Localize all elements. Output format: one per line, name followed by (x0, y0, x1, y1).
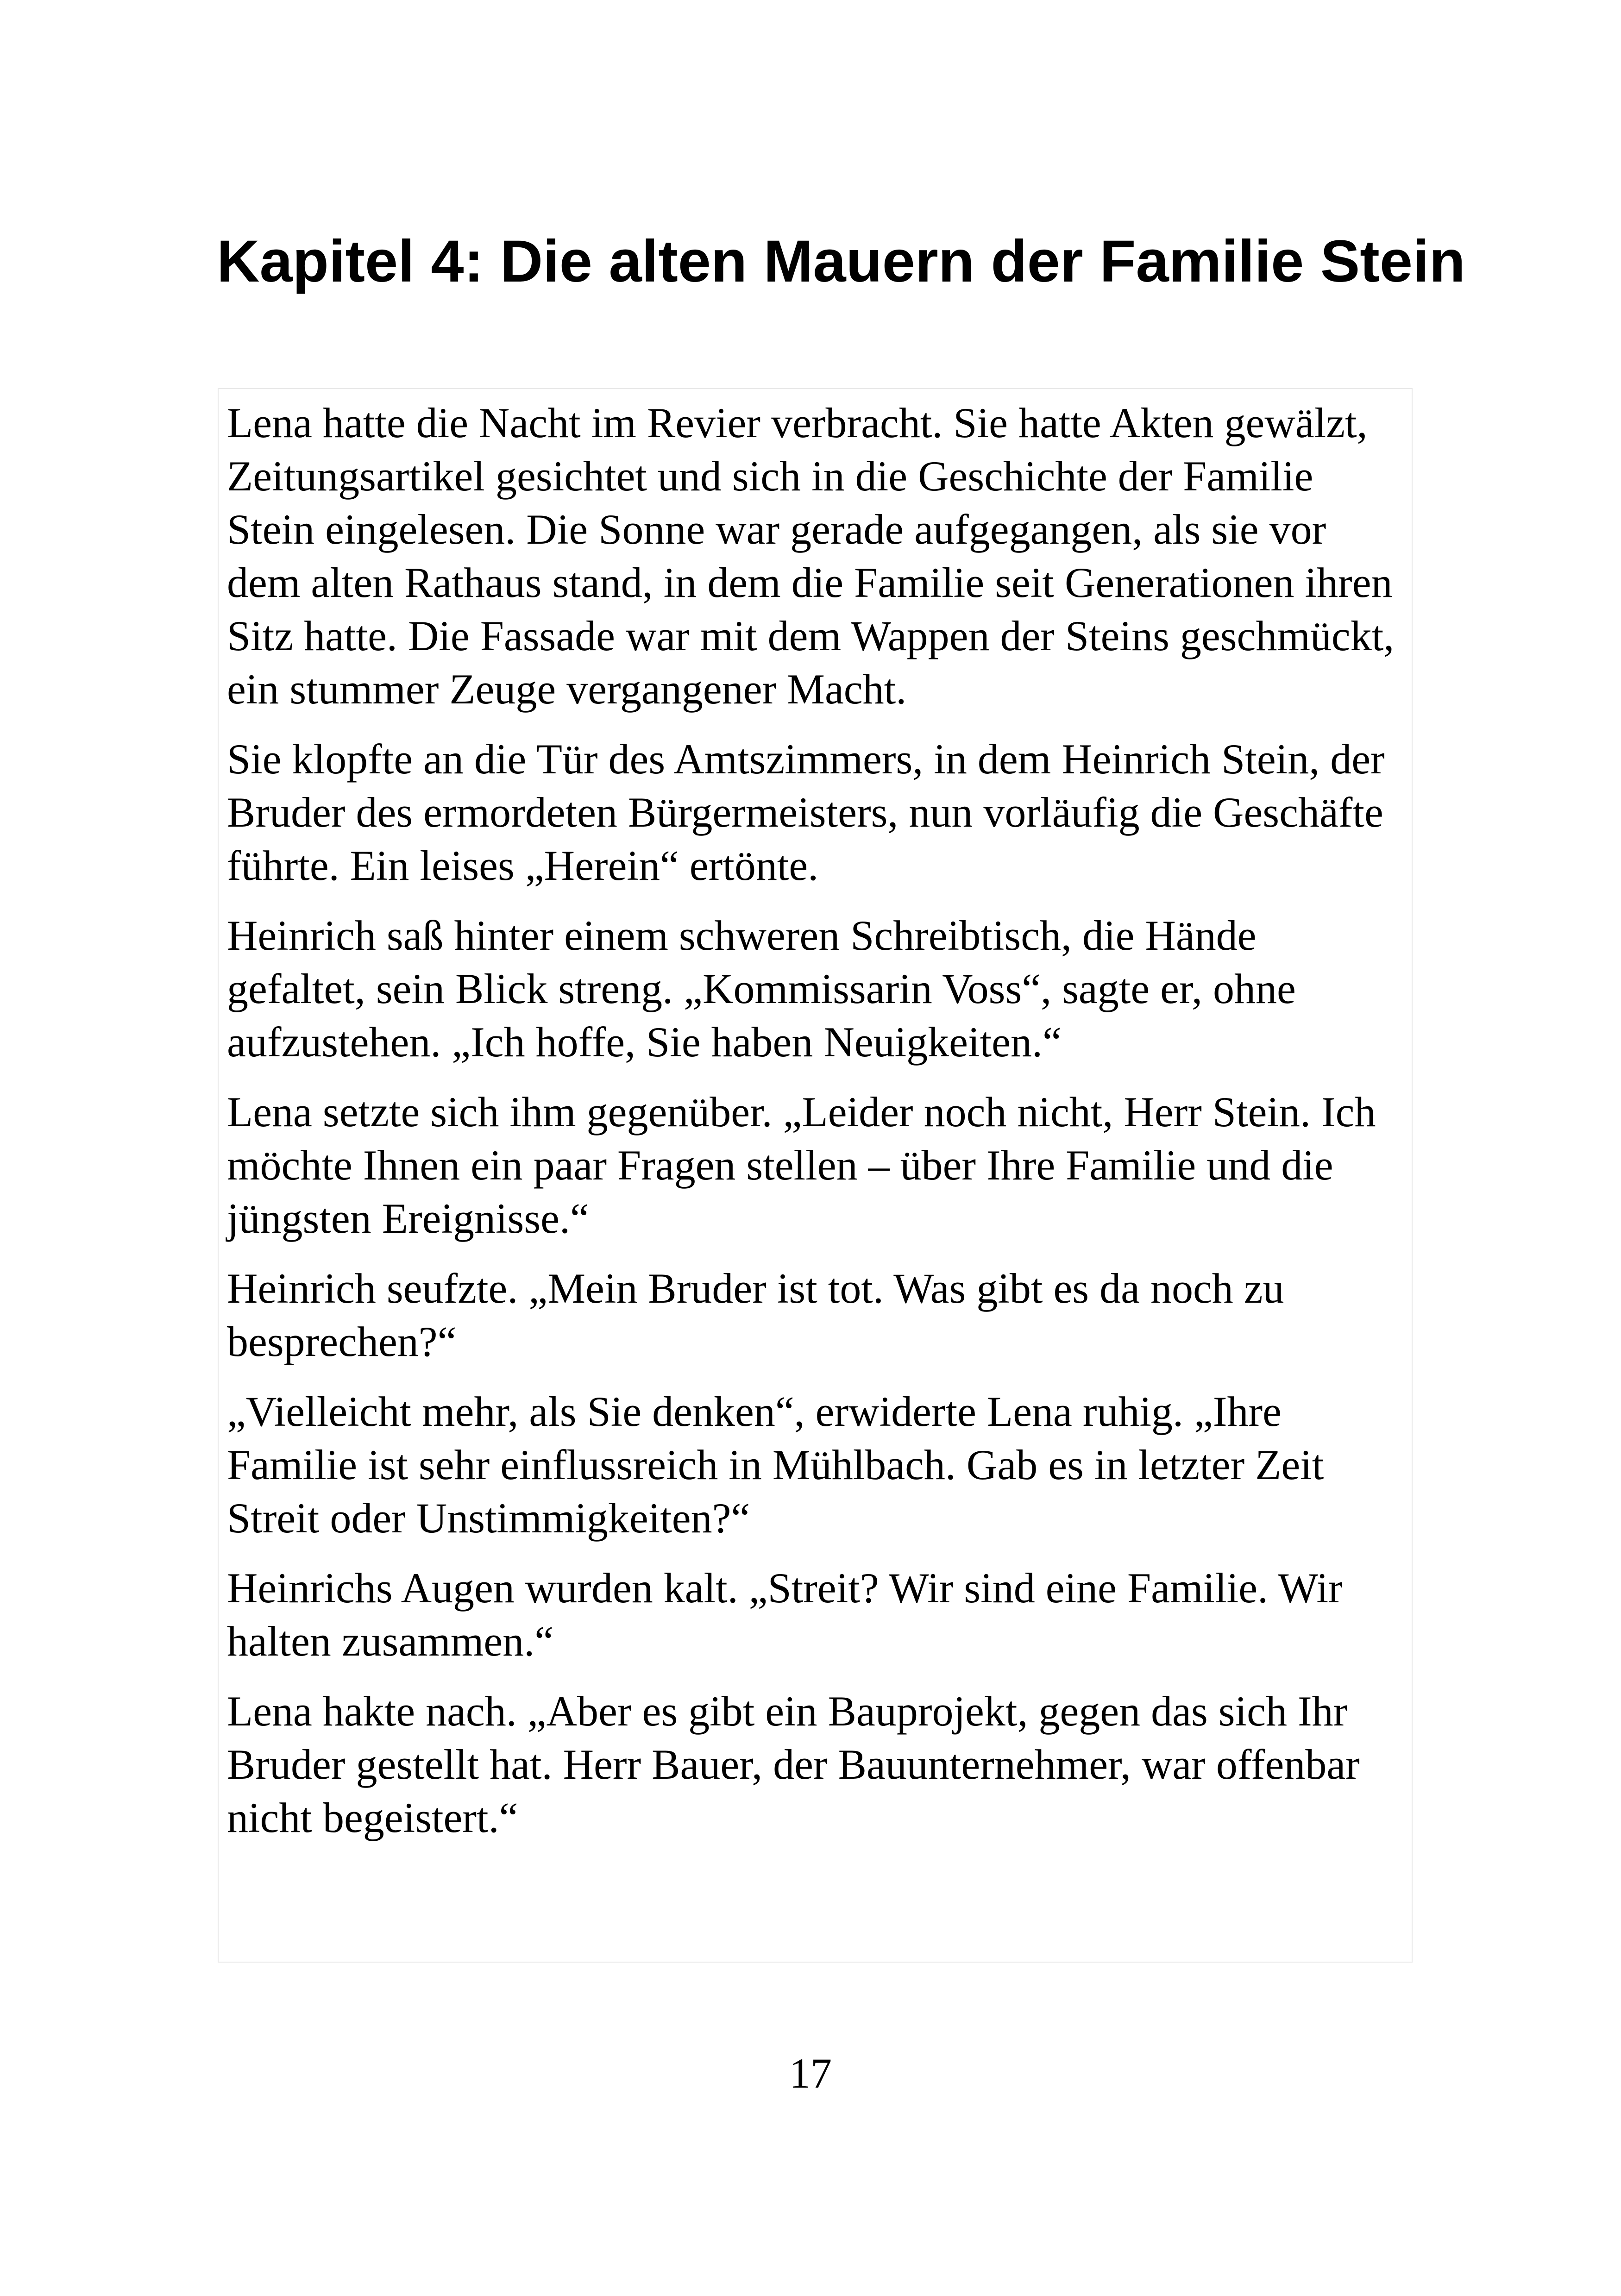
paragraph: Heinrich saß hinter einem schweren Schreibtisch, die Hände gefaltet, sein Blick streng. „Kommissarin Voss“, sagte er, ohne aufzustehen. „Ich hoffe, Sie haben Neuigkeiten.“ (227, 912, 1296, 1066)
paragraph: „Vielleicht mehr, als Sie denken“, erwiderte Lena ruhig. „Ihre Familie ist sehr einflussreich in Mühlbach. Gab es in letzter Zeit Streit oder Unstimmigkeiten?“ (227, 1388, 1324, 1542)
paragraph: Lena setzte sich ihm gegenüber. „Leider noch nicht, Herr Stein. Ich möchte Ihnen ein paar Fragen stellen – über Ihre Familie und die jüngsten Ereignisse.“ (227, 1088, 1376, 1242)
paragraph: Sie klopfte an die Tür des Amtszimmers, in dem Heinrich Stein, der Bruder des ermordeten Bürgermeisters, nun vorläufig die Geschäfte führte. Ein leises „Herein“ ertönte. (227, 735, 1385, 889)
chapter-title: Kapitel 4: Die alten Mauern der Familie Stein (217, 228, 1465, 295)
page-number: 17 (789, 2050, 832, 2097)
paragraph: Heinrich seufzte. „Mein Bruder ist tot. Was gibt es da noch zu besprechen?“ (227, 1265, 1284, 1365)
paragraph: Lena hatte die Nacht im Revier verbracht. Sie hatte Akten gewälzt, Zeitungsartikel gesichtet und sich in die Geschichte der Familie Stein eingelesen. Die Sonne war gerade aufgegangen, als sie vor dem alten Rathaus stand, in dem die Familie seit Generationen ihren Sitz hatte. Die Fassade war mit dem Wappen der Steins geschmückt, ein stummer Zeuge vergangener Macht. (227, 399, 1395, 713)
paragraph: Heinrichs Augen wurden kalt. „Streit? Wir sind eine Familie. Wir halten zusammen.“ (227, 1564, 1343, 1665)
paragraph: Lena hakte nach. „Aber es gibt ein Bauprojekt, gegen das sich Ihr Bruder gestellt hat. Herr Bauer, der Bauunternehmer, war offenbar nicht begeistert.“ (227, 1687, 1360, 1841)
text-frame (218, 388, 1413, 1963)
